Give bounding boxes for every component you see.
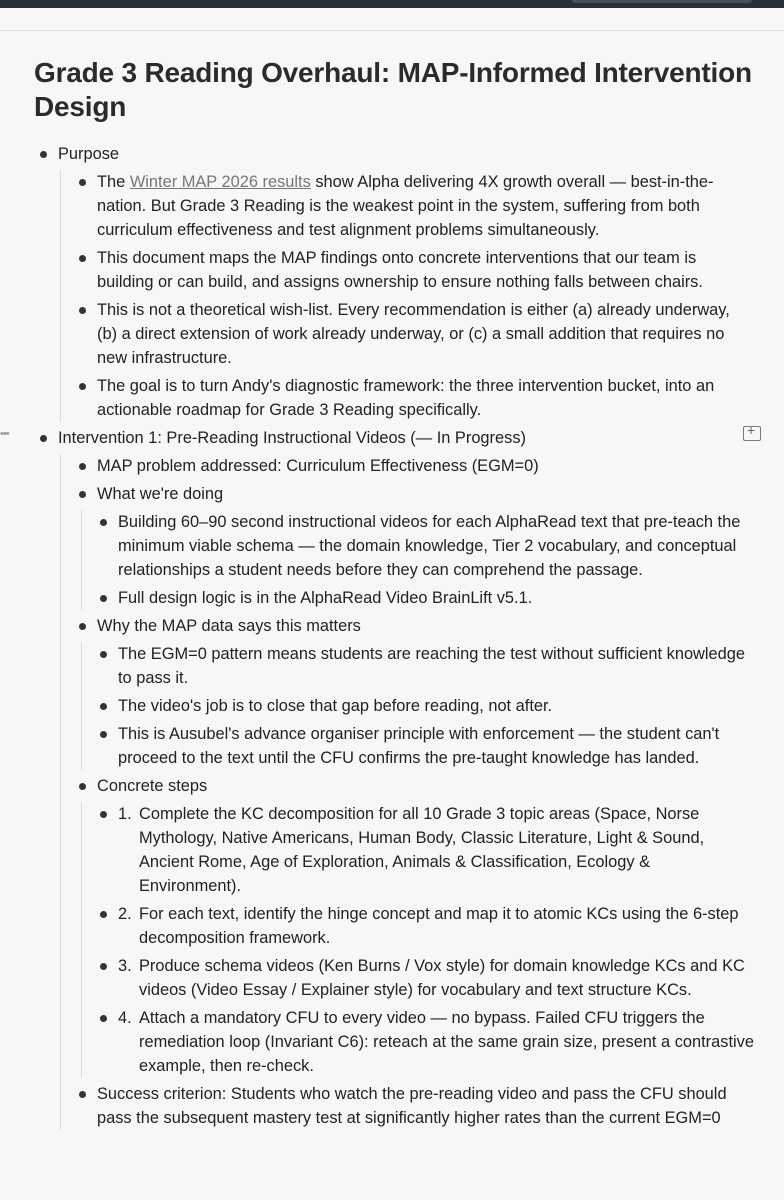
- list-item[interactable]: This document maps the MAP findings onto concrete interventions that our team is building or can build, and assigns ownership to ensure nothing falls between chairs.: [61, 246, 754, 294]
- outline-item-intervention-1[interactable]: Intervention 1: Pre-Reading Instructional Videos (— In Progress) MAP problem addressed: Curriculum Effectiveness (EGM=0) What we're doing Building 60–90 second instructional videos for each AlphaRead text that pre-teach the minimum viable schema — the domain knowledge, Tier 2 vocabulary, and conceptual relationships a student needs before they can comprehend the passage. Full design logic is in the AlphaRead Video BrainLift v5.1. Why the MAP data says this matters The EGM=0 pattern means students are reaching the test without sufficient knowledge to pass it. The video's job is to close that gap before reading, not after. This is Ausubel's advance organiser principle with enforcement — the student can't proceed to the text until the CFU confirms the pre-taught knowledge has landed. Concrete steps 1. Complete the KC decomposition for all 10 Grade 3 topic areas (Space, Norse Mythology, Native Americans, Human Body, Classic Literature, Light & Sound, Ancient Rome, Age of Exploration, Animals & Classification, Ecology & Environment). 2. For each text, identify the hinge concept and map it to atomic KCs using the 6-step decomposition framework. 3. Produce schema videos (Ken Burns / Vox style) for domain knowledge KCs and KC videos (Video Essay / Explainer style) for vocabulary and text structure KCs. 4. Attach a mandatory CFU to every video — no bypass. Failed CFU triggers the remediation loop (Invariant C6): reteach at the same grain size, present a contrastive example, then re-check. Success criterion: Students who watch the pre-reading video and pass the CFU should pass the subsequent mastery test at significantly higher rates than the current EGM=0: [34, 426, 754, 1130]
- bullet-icon: [100, 595, 107, 602]
- bullet-icon: [100, 703, 107, 710]
- bullet-icon: [100, 731, 107, 738]
- list-item[interactable]: The Winter MAP 2026 results show Alpha delivering 4X growth overall — best-in-the-nation. But Grade 3 Reading is the weakest point in the system, suffering from both curriculum effectiveness and test alignment problems simultaneously.: [61, 170, 754, 242]
- bullet-icon: [100, 651, 107, 658]
- bullet-icon: [100, 519, 107, 526]
- toolbar-search-pill[interactable]: [572, 0, 752, 3]
- bullet-icon: [40, 151, 47, 158]
- list-item[interactable]: Full design logic is in the AlphaRead Video BrainLift v5.1.: [82, 586, 754, 610]
- outline: [34, 142, 754, 1130]
- list-item[interactable]: This is Ausubel's advance organiser principle with enforcement — the student can't proceed to the text until the CFU confirms the pre-taught knowledge has landed.: [82, 722, 754, 770]
- list-item[interactable]: Why the MAP data says this matters The EGM=0 pattern means students are reaching the test without sufficient knowledge to pass it. The video's job is to close that gap before reading, not after. This is Ausubel's advance organiser principle with enforcement — the student can't proceed to the text until the CFU confirms the pre-taught knowledge has landed.: [61, 614, 754, 770]
- page-title: Grade 3 Reading Overhaul: MAP-Informed Intervention Design: [34, 57, 752, 122]
- numbered-step[interactable]: 4. Attach a mandatory CFU to every video — no bypass. Failed CFU triggers the remediation loop (Invariant C6): reteach at the same grain size, present a contrastive example, then re-check.: [82, 1006, 754, 1078]
- bullet-icon: [40, 435, 47, 442]
- list-item[interactable]: What we're doing Building 60–90 second instructional videos for each AlphaRead text that pre-teach the minimum viable schema — the domain knowledge, Tier 2 vocabulary, and conceptual relationships a student needs before they can comprehend the passage. Full design logic is in the AlphaRead Video BrainLift v5.1.: [61, 482, 754, 610]
- bullet-icon: [79, 307, 86, 314]
- bullet-icon: [79, 783, 86, 790]
- list-item[interactable]: This is not a theoretical wish-list. Every recommendation is either (a) already underway, (b) a direct extension of work already underway, or (c) a small addition that requires no new infrastructure.: [61, 298, 754, 370]
- header-divider: [0, 30, 784, 31]
- numbered-step[interactable]: 2. For each text, identify the hinge concept and map it to atomic KCs using the 6-step decomposition framework.: [82, 902, 754, 950]
- bullet-icon: [79, 623, 86, 630]
- top-toolbar: [0, 0, 784, 8]
- list-item[interactable]: Building 60–90 second instructional videos for each AlphaRead text that pre-teach the minimum viable schema — the domain knowledge, Tier 2 vocabulary, and conceptual relationships a student needs before they can comprehend the passage.: [82, 510, 754, 582]
- bullet-icon: [79, 255, 86, 262]
- list-item[interactable]: The video's job is to close that gap before reading, not after.: [82, 694, 754, 718]
- bullet-icon: [100, 1015, 107, 1022]
- map-results-link[interactable]: Winter MAP 2026 results: [129, 173, 311, 191]
- bullet-icon: [100, 963, 107, 970]
- document-body: [34, 56, 754, 1134]
- list-item[interactable]: Concrete steps 1. Complete the KC decomposition for all 10 Grade 3 topic areas (Space, Norse Mythology, Native Americans, Human Body, Classic Literature, Light & Sound, Ancient Rome, Age of Exploration, Animals & Classification, Ecology & Environment). 2. For each text, identify the hinge concept and map it to atomic KCs using the 6-step decomposition framework. 3. Produce schema videos (Ken Burns / Vox style) for domain knowledge KCs and KC videos (Video Essay / Explainer style) for vocabulary and text structure KCs. 4. Attach a mandatory CFU to every video — no bypass. Failed CFU triggers the remediation loop (Invariant C6): reteach at the same grain size, present a contrastive example, then re-check.: [61, 774, 754, 1078]
- bullet-icon: [79, 463, 86, 470]
- bullet-icon: [100, 911, 107, 918]
- bullet-icon: [79, 383, 86, 390]
- outline-item-purpose[interactable]: Purpose The Winter MAP 2026 results show Alpha delivering 4X growth overall — best-in-the-nation. But Grade 3 Reading is the weakest point in the system, suffering from both curriculum effectiveness and test alignment problems simultaneously. This document maps the MAP findings onto concrete interventions that our team is building or can build, and assigns ownership to ensure nothing falls between chairs. This is not a theoretical wish-list. Every recommendation is either (a) already underway, (b) a direct extension of work already underway, or (c) a small addition that requires no new infrastructure. The goal is to turn Andy's diagnostic framework: the three intervention bucket, into an actionable roadmap for Grade 3 Reading specifically.: [34, 142, 754, 422]
- numbered-step[interactable]: 1. Complete the KC decomposition for all 10 Grade 3 topic areas (Space, Norse Mythology, Native Americans, Human Body, Classic Literature, Light & Sound, Ancient Rome, Age of Exploration, Animals & Classification, Ecology & Environment).: [82, 802, 754, 898]
- numbered-step[interactable]: 3. Produce schema videos (Ken Burns / Vox style) for domain knowledge KCs and KC videos (Video Essay / Explainer style) for vocabulary and text structure KCs.: [82, 954, 754, 1002]
- list-item[interactable]: The EGM=0 pattern means students are reaching the test without sufficient knowledge to pass it.: [82, 642, 754, 690]
- list-item[interactable]: The goal is to turn Andy's diagnostic framework: the three intervention bucket, into an actionable roadmap for Grade 3 Reading specifically.: [61, 374, 754, 422]
- bullet-icon: [79, 491, 86, 498]
- list-item[interactable]: Success criterion: Students who watch the pre-reading video and pass the CFU should pass the subsequent mastery test at significantly higher rates than the current EGM=0: [61, 1082, 754, 1130]
- list-item[interactable]: MAP problem addressed: Curriculum Effectiveness (EGM=0): [61, 454, 754, 478]
- drag-handle-icon[interactable]: •••: [0, 428, 9, 440]
- bullet-icon: [100, 811, 107, 818]
- bullet-icon: [79, 1091, 86, 1098]
- bullet-icon: [79, 179, 86, 186]
